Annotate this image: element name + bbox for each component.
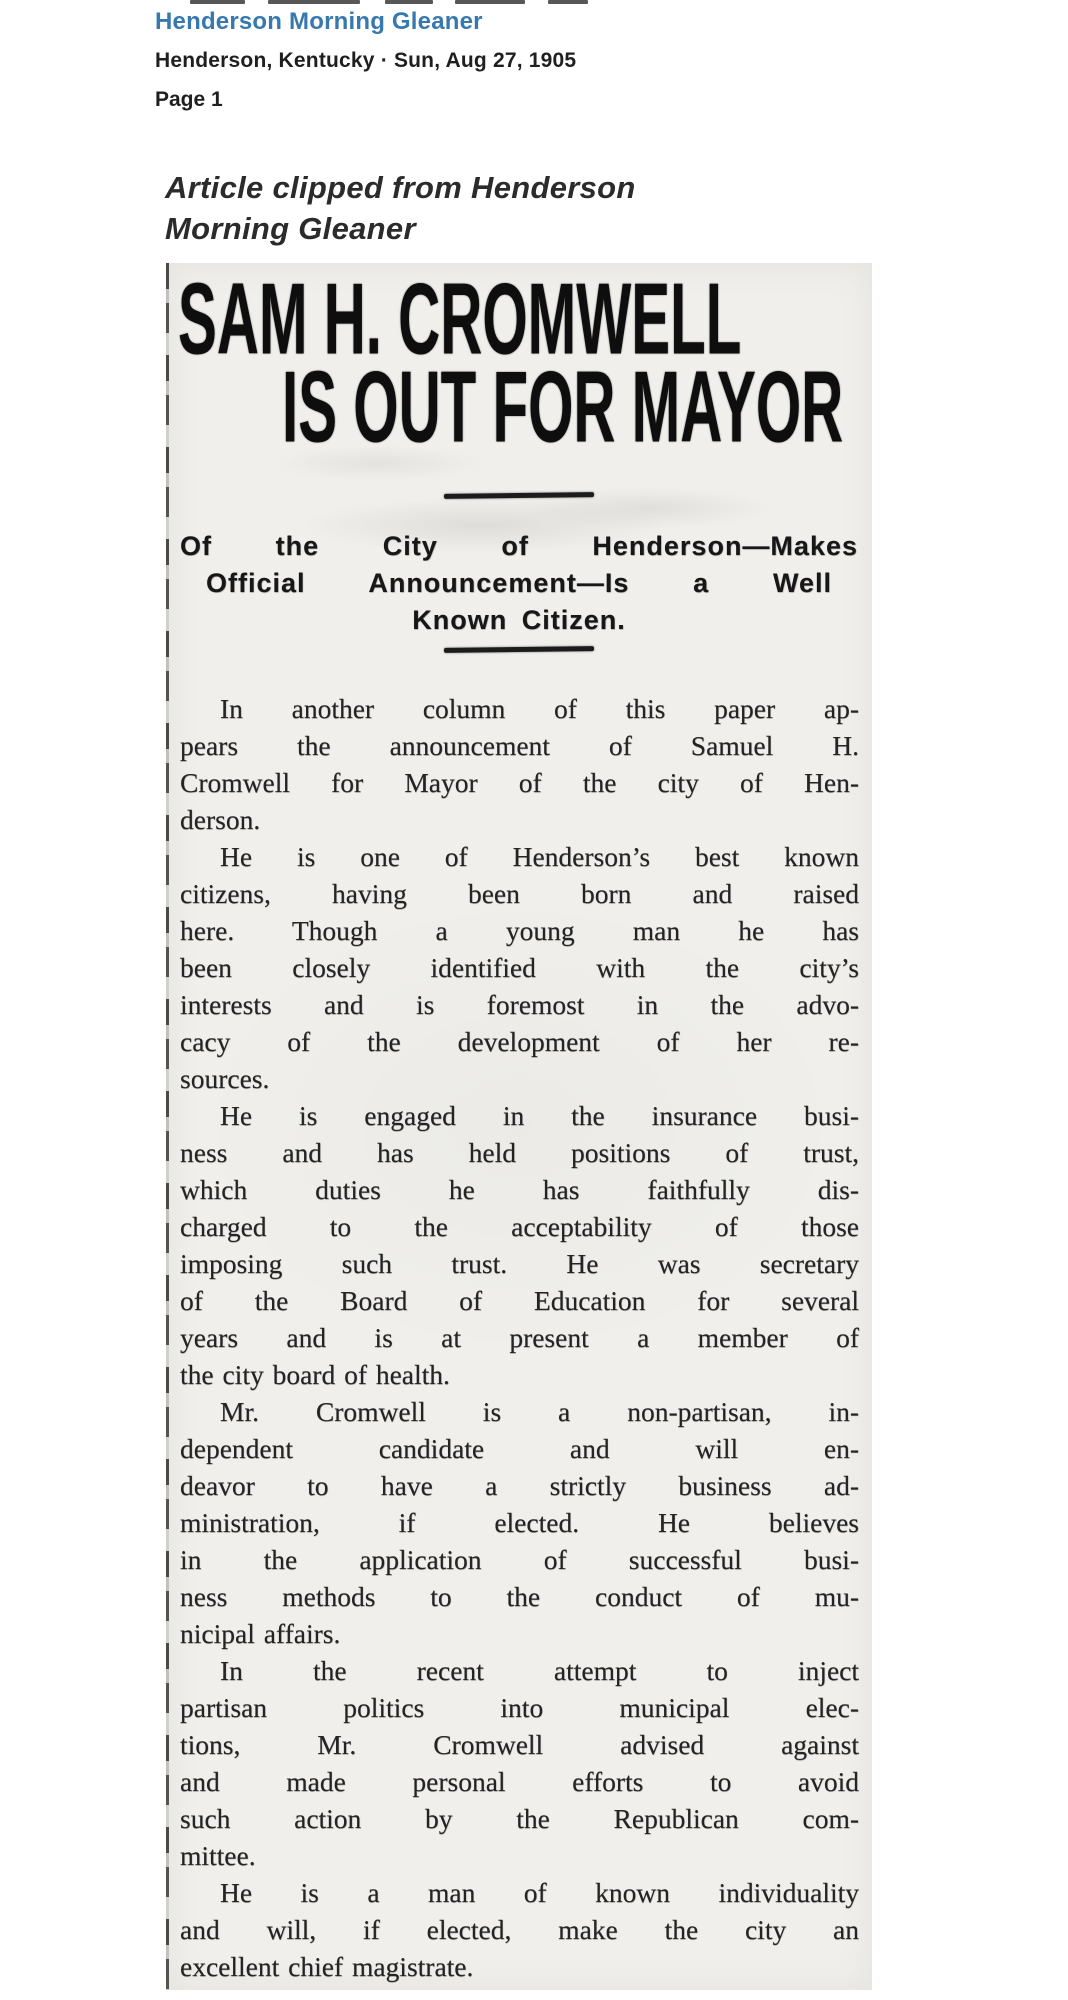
- article-line: In another column of this paper ap-: [220, 693, 859, 724]
- cropped-text-remnant: [548, 0, 588, 4]
- headline-line1: SAM H. CROMWELL: [178, 261, 742, 376]
- article-line: years and is at present a member of: [180, 1322, 859, 1353]
- publication-link[interactable]: Henderson Morning Gleaner: [155, 8, 483, 35]
- article-line: ministration, if elected. He believes: [180, 1507, 859, 1538]
- article-line: deavor to have a strictly business ad-: [180, 1470, 859, 1501]
- cropped-text-remnant: [385, 0, 433, 4]
- clipping-subheadline: [166, 528, 872, 639]
- article-line: and made personal efforts to avoid: [180, 1766, 859, 1797]
- article-heading: [165, 167, 636, 249]
- headline-divider: [444, 492, 594, 499]
- article-line: which duties he has faithfully dis-: [180, 1174, 859, 1205]
- cropped-text-remnant: [190, 0, 245, 4]
- article-line: excellent chief magistrate.: [180, 1951, 474, 1982]
- article-line: imposing such trust. He was secretary: [180, 1248, 859, 1279]
- article-line: tions, Mr. Cromwell advised against: [180, 1729, 859, 1760]
- headline-line2: IS OUT FOR MAYOR: [282, 349, 844, 464]
- article-line: and will, if elected, make the city an: [180, 1914, 859, 1945]
- article-line: nicipal affairs.: [180, 1618, 341, 1649]
- article-line: In the recent attempt to inject: [220, 1655, 859, 1686]
- article-line: He is one of Henderson’s best known: [220, 841, 859, 872]
- article-line: mittee.: [180, 1840, 256, 1871]
- article-line: citizens, having been born and raised: [180, 878, 859, 909]
- article-line: been closely identified with the city’s: [180, 952, 859, 983]
- newspaper-clipping-image[interactable]: [166, 263, 872, 1990]
- article-line: derson.: [180, 804, 261, 835]
- article-line: pears the announcement of Samuel H.: [180, 730, 859, 761]
- article-line: partisan politics into municipal elec-: [180, 1692, 859, 1723]
- article-line: He is engaged in the insurance busi-: [220, 1100, 859, 1131]
- subheadline-line: Known Citizen.: [412, 605, 626, 635]
- clipping-headline: [178, 261, 864, 464]
- page-number: Page 1: [155, 88, 223, 111]
- location-date: Henderson, Kentucky · Sun, Aug 27, 1905: [155, 49, 577, 72]
- article-line: Mr. Cromwell is a non-partisan, in-: [220, 1396, 859, 1427]
- article-body: [166, 690, 872, 1985]
- article-line: Cromwell for Mayor of the city of Hen-: [180, 767, 859, 798]
- article-line: ness methods to the conduct of mu-: [180, 1581, 859, 1612]
- cropped-text-remnant: [455, 0, 525, 4]
- article-line: the city board of health.: [180, 1359, 450, 1390]
- article-line: dependent candidate and will en-: [180, 1433, 859, 1464]
- article-line: of the Board of Education for several: [180, 1285, 859, 1316]
- article-line: cacy of the development of her re-: [180, 1026, 859, 1057]
- article-line: here. Though a young man he has: [180, 915, 859, 946]
- article-heading-line2: Morning Gleaner: [165, 210, 416, 246]
- article-line: such action by the Republican com-: [180, 1803, 859, 1834]
- article-line: charged to the acceptability of those: [180, 1211, 859, 1242]
- subheadline-line: Of the City of Henderson—Makes: [180, 531, 858, 561]
- subheadline-divider: [444, 646, 594, 653]
- article-line: ness and has held positions of trust,: [180, 1137, 859, 1168]
- clipping-header: [155, 8, 576, 112]
- cropped-text-remnant: [268, 0, 360, 4]
- article-line: interests and is foremost in the advo-: [180, 989, 859, 1020]
- subheadline-line: Official Announcement—Is a Well: [206, 568, 832, 598]
- article-line: sources.: [180, 1063, 270, 1094]
- article-line: He is a man of known individuality: [220, 1877, 859, 1908]
- article-line: in the application of successful busi-: [180, 1544, 859, 1575]
- article-heading-line1: Article clipped from Henderson: [165, 169, 636, 205]
